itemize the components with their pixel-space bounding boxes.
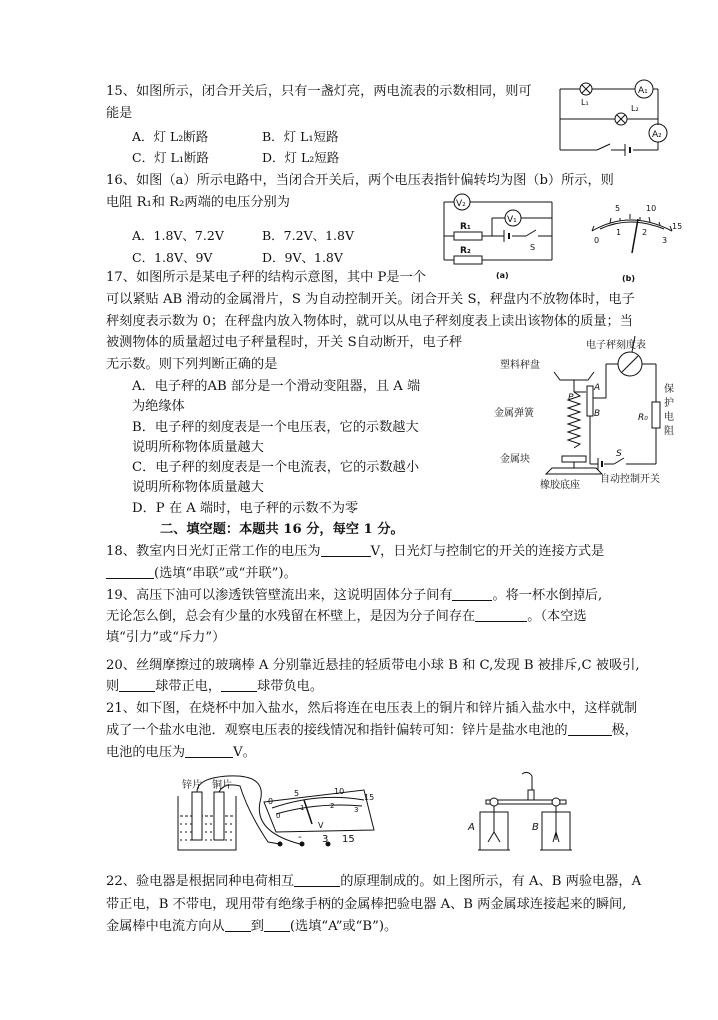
- q21-scale-bottom-3: 3: [354, 806, 359, 814]
- q16-scale-bottom-1: 1: [616, 228, 622, 237]
- q21-scale-bottom-0: 0: [276, 812, 281, 820]
- q17-label-switch: 自动控制开关: [600, 474, 660, 485]
- q19-text-4: 。（本空选: [527, 609, 587, 624]
- q17-label-protect-4: 阻: [664, 426, 674, 437]
- q17-option-b-line1: B．电子秤的刻度表是一个电压表，它的示数越大: [132, 420, 419, 435]
- q20-line1: 20、丝绸摩擦过的玻璃棒 A 分别靠近悬挂的轻质带电小球 B 和 C,发现 B 被排斥,C 被吸引,: [106, 658, 640, 673]
- q16-option-b: B．7.2V、1.8V: [262, 228, 354, 243]
- q16-option-a: A．1.8V、7.2V: [132, 228, 224, 243]
- q15-stem-line2: 能是: [106, 106, 133, 121]
- q16-scale-bottom-2: 2: [642, 228, 648, 237]
- q21-blank-1[interactable]: [568, 721, 612, 736]
- q18-text-2: V，日光灯与控制它的开关的连接方式是: [370, 544, 605, 559]
- q17-label-protect-3: 电: [664, 412, 674, 423]
- q21-scale-bottom-2: 2: [330, 802, 335, 810]
- q16-label-a: (a): [496, 271, 509, 280]
- q17-label-pan: 塑料秤盘: [500, 360, 540, 371]
- q21-terminal-3: 3: [322, 834, 329, 845]
- q17-label-a: A: [594, 383, 601, 393]
- q15-option-b: B．灯 L₁短路: [262, 129, 339, 144]
- q15-option-c: C．灯 L₁断路: [132, 150, 209, 165]
- q21-label-copper: 铜片: [212, 780, 232, 791]
- q17-scale-figure: [490, 334, 686, 494]
- q17-label-r0: R₀: [638, 413, 648, 423]
- q21-label-v: V: [318, 821, 324, 830]
- q15-meter-a1: A₁: [638, 86, 648, 96]
- q20-blank-2[interactable]: [221, 677, 257, 692]
- q21-scale-top-15: 15: [364, 793, 375, 802]
- q19-line2: [106, 607, 587, 627]
- q22-line1: [106, 872, 641, 892]
- q15-label-l1: L₁: [581, 98, 589, 107]
- q20-text-1: 则: [106, 679, 120, 694]
- q15-option-a: A．灯 L₂断路: [132, 129, 209, 144]
- q17-option-a-line2: 为绝缘体: [132, 399, 185, 414]
- q17-label-b: B: [594, 409, 601, 419]
- q20-line2: [106, 677, 323, 697]
- q19-line3: 填“引力”或“斥力”）: [106, 630, 226, 645]
- q16-circuit-a-figure: [436, 190, 566, 282]
- q17-line2: 可以紧贴 AB 滑动的金属滑片，S 为自动控制开关。闭合开关 S，秤盘内不放物体时，电子: [106, 292, 635, 307]
- q16-label-s: S: [530, 243, 536, 252]
- q17-label-protect-2: 护: [664, 398, 674, 409]
- q16-label-b: (b): [622, 274, 636, 283]
- q22-text-3: 金属棒中电流方向从: [106, 919, 225, 934]
- q21-scale-top-5: 5: [294, 789, 300, 798]
- q17-line1: 17、如图所示是某电子秤的结构示意图，其中 P是一个: [106, 270, 426, 285]
- q18-blank-2[interactable]: [106, 564, 154, 579]
- q16-meter-v2: V₂: [456, 199, 466, 209]
- q15-label-l2: L₂: [631, 104, 639, 113]
- q17-option-c-line2: 说明所称物体质量越大: [132, 480, 264, 495]
- q17-option-a-line1: A．电子秤的AB 部分是一个滑动变阻器，且 A 端: [132, 379, 421, 394]
- q18-blank-1[interactable]: [321, 542, 371, 557]
- q21-scale-top-10: 10: [334, 787, 345, 796]
- q20-text-3: 球带负电。: [257, 679, 324, 694]
- q16-voltmeter-b-figure: [580, 195, 683, 287]
- q21-line2: [106, 721, 638, 741]
- q18-line1: [106, 542, 604, 562]
- q16-scale-top-15: 15: [672, 222, 683, 231]
- q22-blank-3[interactable]: [264, 917, 290, 932]
- q18-text-1: 18、教室内日光灯正常工作的电压为: [106, 544, 321, 559]
- q22-label-b: B: [532, 822, 539, 833]
- q21-scale-top-0: 0: [268, 797, 274, 806]
- q21-line1: 21、如下图，在烧杯中加入盐水，然后将连在电压表上的铜片和锌片插入盐水中，这样就制: [106, 701, 638, 716]
- q21-text-3: 电池的电压为: [106, 745, 186, 760]
- q21-terminal-15: 15: [342, 834, 355, 845]
- q16-label-r1: R₁: [460, 222, 471, 232]
- q19-text-1: 19、高压下油可以渗透铁管壁流出来，这说明固体分子间有: [106, 588, 453, 603]
- q21-blank-2[interactable]: [185, 743, 233, 758]
- q17-option-b-line2: 说明所称物体质量越大: [132, 440, 264, 455]
- q15-option-d: D．灯 L₂短路: [262, 150, 340, 165]
- q19-text-2: 。将一杯水倒掉后,: [492, 588, 603, 603]
- q17-label-scale: 电子秤刻度表: [586, 340, 646, 351]
- q17-label-block: 金属块: [500, 454, 530, 465]
- q21-text-2: 极，: [611, 723, 638, 738]
- q21-terminal-minus: -: [298, 832, 302, 843]
- q17-option-c-line1: C．电子秤的刻度表是一个电流表，它的示数越小: [132, 460, 420, 475]
- q17-label-spring: 金属弹簧: [494, 408, 534, 419]
- q22-line3: [106, 917, 397, 937]
- q17-line5: 无示数。则下列判断正确的是: [106, 357, 278, 372]
- q22-text-2: 的原理制成的。如上图所示，有 A、B 两验电器，A: [340, 874, 642, 889]
- q19-line1: [106, 586, 602, 606]
- q22-line2: 带正电，B 不带电，现用带有绝缘手柄的金属棒把验电器 A、B 两金属球连接起来的瞬间,: [106, 897, 627, 912]
- q16-scale-bottom-3: 3: [662, 236, 668, 245]
- q16-option-d: D．9V、1.8V: [262, 250, 343, 265]
- q16-label-r2: R₂: [460, 246, 471, 256]
- q21-salt-battery-figure: [168, 772, 390, 858]
- q15-circuit-figure: [555, 75, 667, 160]
- q22-blank-2[interactable]: [225, 917, 251, 932]
- q20-blank-1[interactable]: [119, 677, 155, 692]
- q22-text-1: 22、验电器是根据同种电荷相互: [106, 874, 295, 889]
- q21-text-1: 成了一个盐水电池．观察电压表的接线情况和指针偏转可知：锌片是盐水电池的: [106, 723, 568, 738]
- q17-line3: 秤刻度表示数为 0；在秤盘内放入物体时，就可以从电子秤刻度表上读出该物体的质量；当: [106, 314, 633, 329]
- q17-label-s: S: [616, 449, 622, 459]
- q17-label-base: 橡胶底座: [540, 480, 580, 491]
- q19-blank-2[interactable]: [475, 607, 527, 622]
- q17-label-p: P: [568, 393, 574, 403]
- q15-stem-line1: 15、如图所示，闭合开关后，只有一盏灯亮，两电流表的示数相同，则可: [106, 84, 532, 99]
- q19-text-3: 无论怎么倒，总会有少量的水残留在杯壁上，是因为分子间存在: [106, 609, 476, 624]
- q18-line2: [106, 564, 297, 584]
- q18-text-3: (选填“串联”或“并联”)。: [154, 566, 297, 581]
- q22-blank-1[interactable]: [294, 872, 340, 887]
- q22-text-4: 到: [250, 919, 264, 934]
- q16-scale-top-5: 5: [615, 204, 621, 213]
- q16-scale-bottom-0: 0: [594, 236, 600, 245]
- q17-option-d: D．P 在 A 端时，电子秤的示数不为零: [132, 501, 359, 516]
- q19-blank-1[interactable]: [452, 586, 492, 601]
- q21-text-4: V。: [233, 745, 256, 760]
- q22-electroscope-figure: [466, 770, 586, 862]
- q21-line3: [106, 743, 256, 763]
- q21-scale-bottom-1: 1: [300, 804, 305, 812]
- section-two-title: 二、填空题：本题共 16 分，每空 1 分。: [160, 522, 404, 537]
- q16-stem-line2: 电阻 R₁和 R₂两端的电压分别为: [106, 195, 290, 210]
- q22-text-5: (选填“A”或“B”)。: [289, 919, 398, 934]
- q21-label-zinc: 锌片: [182, 780, 202, 791]
- q20-text-2: 球带正电，: [155, 679, 222, 694]
- q16-meter-v1: V₁: [507, 215, 517, 225]
- q17-line4: 被测物体的质量超过电子秤量程时，开关 S自动断开，电子秤: [106, 335, 463, 350]
- q15-meter-a2: A₂: [652, 130, 662, 140]
- q16-scale-top-10: 10: [646, 204, 657, 213]
- q16-option-c: C．1.8V、9V: [132, 250, 213, 265]
- q16-stem-line1: 16、如图（a）所示电路中，当闭合开关后，两个电压表指针偏转均为图（b）所示，则: [106, 173, 614, 188]
- q17-label-protect-1: 保: [664, 384, 674, 395]
- q22-label-a: A: [468, 822, 475, 833]
